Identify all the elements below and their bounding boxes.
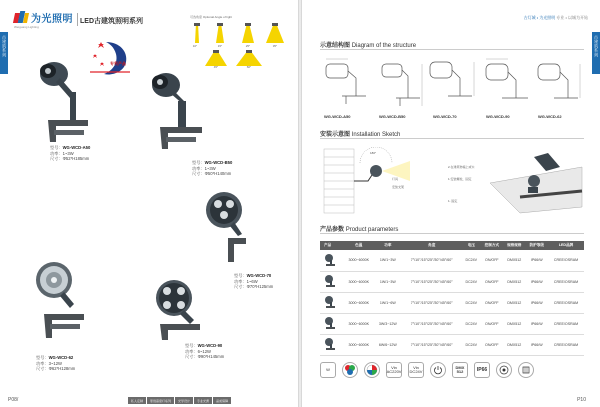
table-header: 控制方式 xyxy=(481,241,503,250)
table-cell: 7°/10°/15°/25°/30°/45°/60° xyxy=(402,250,462,271)
brand-name: 为光照明 xyxy=(31,14,73,25)
white-light-icon xyxy=(320,362,336,378)
row-product-thumbnail xyxy=(324,337,336,351)
series-title: LED古建筑照明系列 xyxy=(80,18,143,25)
size-label: 尺寸 xyxy=(50,156,59,162)
table-cell: CREE/OSRAM xyxy=(548,271,584,292)
cree-led-icon xyxy=(496,362,512,378)
size-value: Φ52*H185mm xyxy=(62,156,90,162)
table-header: 规格规格 xyxy=(503,241,525,250)
model-value: WG-WCD-70 xyxy=(246,273,272,278)
size-label: 尺寸 xyxy=(36,366,45,372)
table-cell: ON/OFF xyxy=(481,271,503,292)
table-cell: IP66/W xyxy=(526,250,548,271)
footer-tag: 光学设计 xyxy=(175,397,193,404)
row-product-thumbnail xyxy=(324,274,336,288)
side-tab-label: 古建筑系列 xyxy=(2,35,7,58)
structure-title-en: Diagram of the structure xyxy=(351,43,417,49)
dimension-drawing-90 xyxy=(482,56,532,111)
install-label-bracket: 安装支架 xyxy=(392,185,405,189)
table-cell: DC24V xyxy=(462,271,481,292)
table-cell: 1W/1~6W xyxy=(374,292,401,313)
footer-tag: 私人定制 xyxy=(128,397,146,404)
table-cell: DMX512 xyxy=(503,334,525,355)
row-product-thumbnail xyxy=(324,253,336,267)
size-value: Φ62*H128mm xyxy=(48,366,76,372)
dimension-caption: WG-WCD-62 xyxy=(538,114,562,119)
footer-tag: 原创高度灯系列 xyxy=(147,397,174,404)
install-title xyxy=(320,129,400,138)
beam-caption: 15° xyxy=(217,44,223,48)
power-label: 功率 xyxy=(192,165,201,171)
table-cell: 1W/1~3W xyxy=(374,250,401,271)
table-cell: IP66/W xyxy=(526,313,548,334)
product-image-70 xyxy=(198,188,268,268)
dimension-drawing-b50 xyxy=(378,56,428,111)
product-image-b50 xyxy=(140,65,210,160)
right-footer xyxy=(302,393,600,407)
power-value: 1~3W xyxy=(62,150,74,156)
table-cell: 6W/6~12W xyxy=(374,334,401,355)
install-label-fixture: 灯具 xyxy=(392,177,399,181)
size-value: Φ90*H145mm xyxy=(197,354,225,360)
table-header: 电压 xyxy=(462,241,481,250)
table-row xyxy=(320,334,584,355)
dimension-caption: WG-WCD-B50 xyxy=(379,114,406,119)
side-tab-left xyxy=(0,32,8,74)
install-title-en: Installation Sketch xyxy=(351,132,401,138)
power-value: 1~3W xyxy=(204,165,216,171)
power-label: 功率 xyxy=(50,150,59,156)
size-label: 尺寸 xyxy=(234,284,243,290)
power-value: 1~6W xyxy=(246,278,258,284)
dimension-drawing-70 xyxy=(428,56,478,111)
model-label: 型号 xyxy=(185,343,194,348)
beam-caption: 45° xyxy=(213,65,219,69)
table-cell: 3000~6000K xyxy=(343,271,374,292)
patent-label: 专利产品 xyxy=(110,61,126,66)
page-number-right: P10 xyxy=(577,397,586,403)
beam-caption: 60° xyxy=(246,65,252,69)
dimension-drawing-62 xyxy=(534,56,584,111)
table-row xyxy=(320,250,584,271)
table-cell-image xyxy=(320,313,343,334)
table-cell: DC24V xyxy=(462,313,481,334)
product-caption-b50: 型号：WG-WCD-B50 功率：1~3W 尺寸：Φ50*H140mm xyxy=(192,160,233,177)
power-onoff-icon xyxy=(430,362,446,378)
footer-tag: 品质保障 xyxy=(213,397,231,404)
beam-25-icon xyxy=(238,23,258,43)
table-cell: DC24V xyxy=(462,292,481,313)
model-label: 型号 xyxy=(192,160,201,165)
model-value: WG-WCD-A50 xyxy=(62,145,91,150)
icon-label: IP66 xyxy=(476,367,488,373)
table-cell: 7°/10°/15°/25°/30°/45°/60° xyxy=(402,313,462,334)
table-cell: DC24V xyxy=(462,250,481,271)
header-nav-highlight: 古灯城 • 为光照明 xyxy=(523,15,556,20)
side-tab-right xyxy=(592,32,600,74)
structure-title xyxy=(320,40,416,49)
beam-caption: 10° xyxy=(192,44,198,48)
table-cell-image xyxy=(320,334,343,355)
table-cell: 3000~6000K xyxy=(343,250,374,271)
beam-angle-label: 可选角度 Optional Angle of light xyxy=(190,15,233,19)
dmx-icon xyxy=(452,362,468,378)
table-cell: IP66/W xyxy=(526,271,548,292)
beam-45-icon xyxy=(204,50,228,66)
model-label: 型号 xyxy=(50,145,59,150)
voltage-dc-icon xyxy=(408,362,424,378)
size-label: 尺寸 xyxy=(192,171,201,177)
product-image-62 xyxy=(30,258,100,348)
brand-logo xyxy=(14,10,73,25)
beam-caption: 35° xyxy=(272,44,278,48)
section-divider xyxy=(320,233,584,234)
icon-label: Vin AC220V xyxy=(386,365,402,374)
table-cell-image xyxy=(320,250,343,271)
install-angle-label: 180° xyxy=(370,151,377,155)
table-cell: DMX512 xyxy=(503,313,525,334)
params-title xyxy=(320,224,398,233)
table-cell: ON/OFF xyxy=(481,313,503,334)
table-cell: CREE/OSRAM xyxy=(548,313,584,334)
section-divider xyxy=(320,138,584,139)
lens-icon xyxy=(518,362,534,378)
rgb-icon xyxy=(342,362,358,378)
table-cell: 3000~6000K xyxy=(343,334,374,355)
beam-15-icon xyxy=(212,23,228,43)
footer-tags xyxy=(128,397,231,404)
icon-label: Vin DC24V xyxy=(409,365,423,374)
params-title-cn: 产品参数 xyxy=(320,227,345,233)
logo-mark-icon xyxy=(14,11,28,25)
install-label-step2: 2.在建筑物墙上或木 xyxy=(448,165,475,169)
model-value: WG-WCD-B50 xyxy=(204,160,233,165)
product-parameters-table xyxy=(320,241,584,356)
installation-sketch xyxy=(320,147,584,217)
beam-angle-diagram xyxy=(188,20,288,70)
install-label-fix: 1. 固定 xyxy=(448,199,458,203)
params-title-en: Product parameters xyxy=(345,227,399,233)
install-label-step1: 1.安装螺栓，固定 xyxy=(448,177,472,181)
table-header: 防护等级 xyxy=(526,241,548,250)
product-caption-62: 型号：WG-WCD-62 功率：3~12W 尺寸：Φ62*H128mm xyxy=(36,355,76,372)
title-divider xyxy=(77,13,78,26)
header-nav-text: 专业 • 以城为开始 xyxy=(556,15,588,20)
table-cell: IP66/W xyxy=(526,292,548,313)
beam-caption: 25° xyxy=(245,44,251,48)
dimension-caption: WG-WCD-70 xyxy=(433,114,457,119)
table-cell-image xyxy=(320,271,343,292)
left-footer xyxy=(0,393,298,407)
product-caption-70: 型号：WG-WCD-70 功率：1~6W 尺寸：Φ70*H125mm xyxy=(234,273,274,290)
power-label: 功率 xyxy=(234,278,243,284)
table-cell: DMX512 xyxy=(503,250,525,271)
icon-label: W xyxy=(326,367,330,372)
icon-label: DMX 512 xyxy=(455,365,465,374)
installation-drawing xyxy=(320,147,584,217)
size-value: Φ50*H140mm xyxy=(204,171,232,177)
right-page xyxy=(302,0,600,407)
table-row xyxy=(320,313,584,334)
table-cell: 7°/10°/15°/25°/30°/45°/60° xyxy=(402,271,462,292)
dimension-caption: WG-WCD-A50 xyxy=(324,114,351,119)
product-caption-a50: 型号：WG-WCD-A50 功率：1~3W 尺寸：Φ52*H185mm xyxy=(50,145,91,162)
table-cell: 3W/3~12W xyxy=(374,313,401,334)
table-header: 色温 xyxy=(343,241,374,250)
table-header: 产品 xyxy=(320,241,343,250)
table-cell: 1W/1~3W xyxy=(374,271,401,292)
size-value: Φ70*H125mm xyxy=(246,284,274,290)
model-label: 型号 xyxy=(36,355,45,360)
table-cell: DMX512 xyxy=(503,292,525,313)
table-cell: DC24V xyxy=(462,334,481,355)
table-header-row xyxy=(320,241,584,250)
power-label: 功率 xyxy=(185,348,194,354)
table-cell: CREE/OSRAM xyxy=(548,250,584,271)
page-number-left: P08/ xyxy=(8,397,19,403)
table-cell: IP66/W xyxy=(526,334,548,355)
power-value: 3~12W xyxy=(48,360,62,366)
ip66-icon xyxy=(474,362,490,378)
model-value: WG-WCD-90 xyxy=(197,343,223,348)
beam-35-icon xyxy=(264,23,286,43)
dimension-drawing-a50 xyxy=(322,56,372,111)
table-cell: 7°/10°/15°/25°/30°/45°/60° xyxy=(402,292,462,313)
install-title-cn: 安装示意图 xyxy=(320,132,351,138)
beam-10-icon xyxy=(190,23,204,43)
table-cell: ON/OFF xyxy=(481,334,503,355)
model-value: WG-WCD-62 xyxy=(48,355,74,360)
table-body xyxy=(320,250,584,355)
row-product-thumbnail xyxy=(324,316,336,330)
table-row xyxy=(320,292,584,313)
side-tab-label: 古建筑系列 xyxy=(594,35,599,58)
rgbw-icon xyxy=(364,362,380,378)
table-cell-image xyxy=(320,292,343,313)
size-label: 尺寸 xyxy=(185,354,194,360)
header-nav xyxy=(524,15,588,21)
dimension-caption: WG-WCD-90 xyxy=(486,114,510,119)
table-cell: DMX512 xyxy=(503,271,525,292)
footer-tag: 专业光源 xyxy=(194,397,212,404)
section-divider xyxy=(320,49,584,50)
table-row xyxy=(320,271,584,292)
table-cell: ON/OFF xyxy=(481,292,503,313)
power-value: 6~12W xyxy=(197,348,211,354)
table-header: 角度 xyxy=(402,241,462,250)
table-cell: CREE/OSRAM xyxy=(548,334,584,355)
beam-60-icon xyxy=(236,50,262,66)
product-image-90 xyxy=(150,278,220,343)
table-header: 功率 xyxy=(374,241,401,250)
model-label: 型号 xyxy=(234,273,243,278)
voltage-ac-icon xyxy=(386,362,402,378)
table-cell: ON/OFF xyxy=(481,250,503,271)
table-cell: 3000~6000K xyxy=(343,313,374,334)
structure-title-cn: 示意结构图 xyxy=(320,43,351,49)
row-product-thumbnail xyxy=(324,295,336,309)
table-cell: 7°/10°/15°/25°/30°/45°/60° xyxy=(402,334,462,355)
table-header: LED品牌 xyxy=(548,241,584,250)
table-cell: 3000~6000K xyxy=(343,292,374,313)
left-page xyxy=(0,0,298,407)
product-image-a50 xyxy=(26,52,96,152)
table-cell: CREE/OSRAM xyxy=(548,292,584,313)
product-caption-90: 型号：WG-WCD-90 功率：6~12W 尺寸：Φ90*H145mm xyxy=(185,343,225,360)
power-label: 功率 xyxy=(36,360,45,366)
feature-icons-row xyxy=(320,362,534,378)
brand-sub: Weiguang Lighting xyxy=(14,25,39,29)
